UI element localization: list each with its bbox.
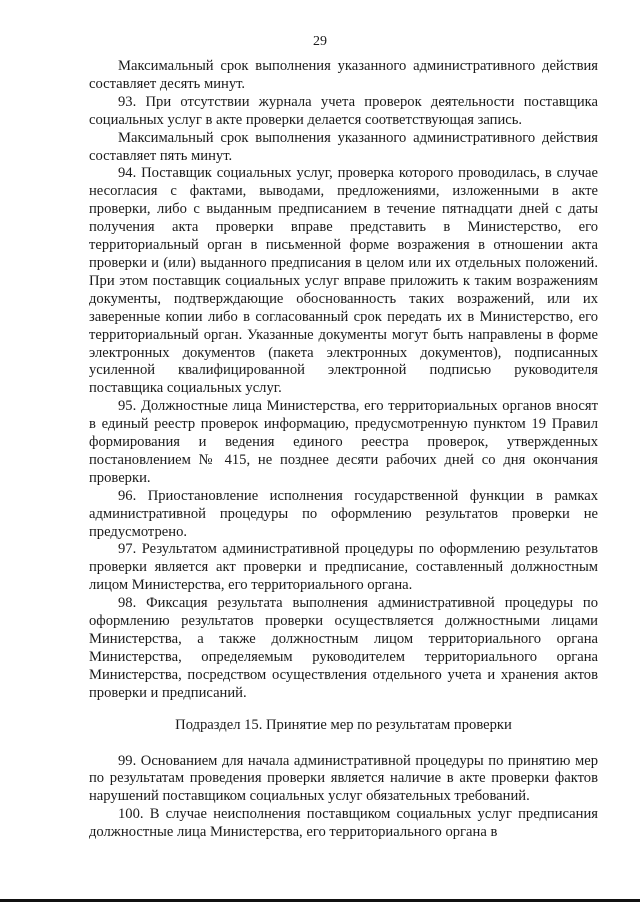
scan-edge-rule xyxy=(0,899,640,902)
page-number: 29 xyxy=(313,34,327,49)
paragraph-95: 95. Должностные лица Министерства, его территориальных органов вносят в единый реестр проверок информацию, предусмотренную пунктом 19 Правил формирования и ведения единого реестра проверок, утвержденных постановлением № 415, не позднее десяти рабочих дней со дня окончания проверки. xyxy=(89,398,598,486)
paragraph-96: 96. Приостановление исполнения государственной функции в рамках административной процедуры по оформлению результатов проверки не предусмотрено. xyxy=(89,487,598,540)
section-heading: Подраздел 15. Принятие мер по результатам проверки xyxy=(175,716,512,733)
paragraph-100: 100. В случае неисполнения поставщиком социальных услуг предписания должностные лица Министерства, его территориального органа в xyxy=(89,806,598,841)
paragraph-98: 98. Фиксация результата выполнения административной процедуры по оформлению результатов проверки осуществляется должностными лицами Министерства, а также должностным лицом территориального органа Министерства, определяемым руководителем территориального органа Министерства, посредством осуществления отдельного учета и хранения актов проверки и предписаний. xyxy=(89,595,598,701)
paragraph-99: 99. Основанием для начала административной процедуры по принятию мер по результатам проведения проверки является наличие в акте проверки фактов нарушений поставщиком социальных услуг обязательных требований. xyxy=(89,752,598,805)
paragraph-max-time-2: Максимальный срок выполнения указанного административного действия составляет пять минут. xyxy=(89,129,598,164)
document-body xyxy=(89,58,598,842)
paragraph-97: 97. Результатом административной процедуры по оформлению результатов проверки является акт проверки и предписание, составленный должностным лицом Министерства, его территориального органа. xyxy=(89,541,598,594)
paragraph-93: 93. При отсутствии журнала учета проверок деятельности поставщика социальных услуг в акте проверки делается соответствующая запись. xyxy=(89,93,598,128)
paragraph-max-time-1: Максимальный срок выполнения указанного административного действия составляет десять минут. xyxy=(89,58,598,92)
paragraph-94: 94. Поставщик социальных услуг, проверка которого проводилась, в случае несогласия с фактами, выводами, предложениями, изложенными в акте проверки, либо с выданным предписанием в течение пятнадцати дней с даты получения акта проверки вправе представить в Министерство, его территориальный орган в письменной форме возражения в отношении акта проверки и (или) выданного предписания в целом или их отдельных положений. При этом поставщик социальных услуг вправе приложить к таким возражениям документы, подтверждающие обоснованность таких возражений, или их заверенные копии либо в согласованный срок передать их в Министерство, его территориальный орган. Указанные документы могут быть направлены в форме электронных документов (пакета электронных документов), подписанных усиленной квалифицированной электронной подписью руководителя поставщика социальных услуг. xyxy=(89,165,598,397)
